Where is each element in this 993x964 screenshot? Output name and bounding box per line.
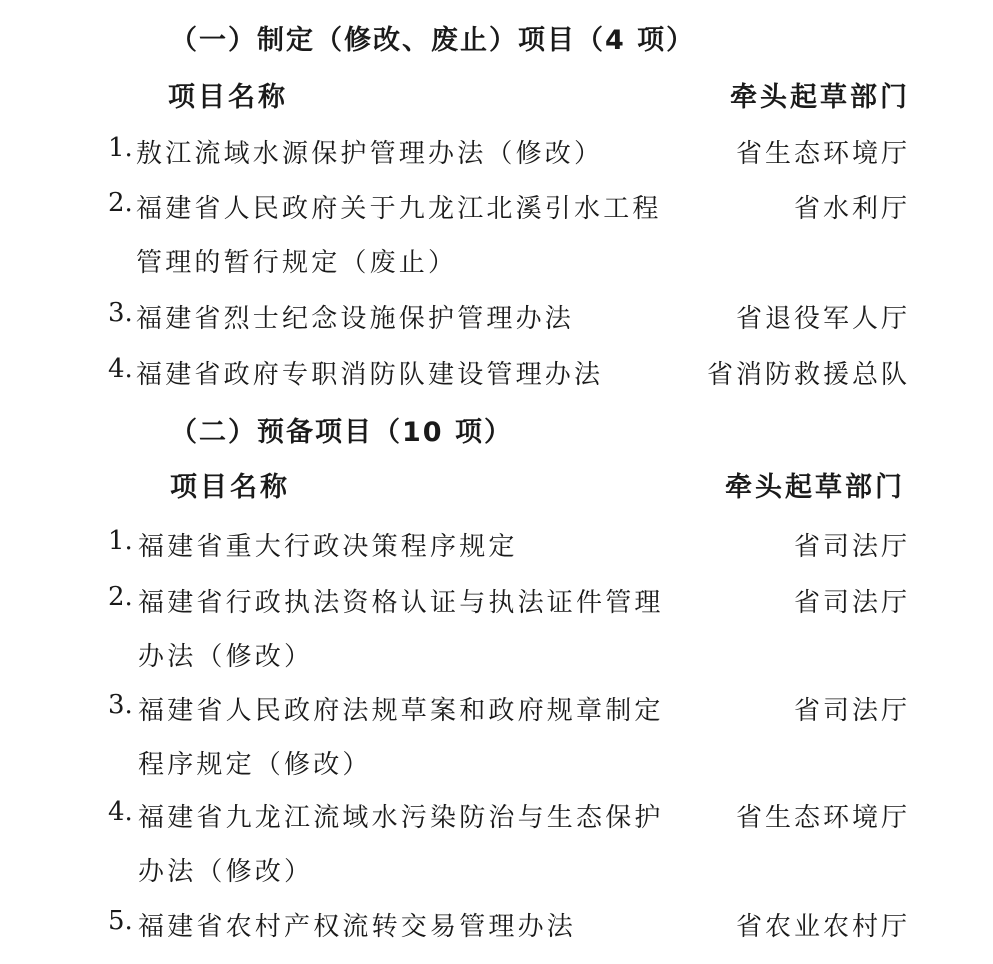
item-title-line: 福建省九龙江流域水污染防治与生态保护 [138,803,664,833]
item-number: 4. [108,797,133,827]
item-number: 5. [108,906,133,936]
item-title-line: 福建省人民政府法规草案和政府规章制定 [138,696,664,726]
section2-col-dept: 牵头起草部门 [725,472,905,503]
item-title-line: 福建省烈士纪念设施保护管理办法 [136,304,575,334]
item-title-line: 办法（修改） [138,642,314,672]
item-number: 3. [108,298,133,328]
item-department: 省生态环境厅 [735,139,910,169]
item-number: 1. [108,526,133,556]
item-department: 省消防救援总队 [706,360,910,390]
item-title-line: 福建省行政执法资格认证与执法证件管理 [138,588,664,618]
item-title-line: 福建省政府专职消防队建设管理办法 [136,360,604,390]
item-department: 省司法厅 [793,696,910,726]
item-title-line: 福建省农村产权流转交易管理办法 [138,912,577,942]
item-title-line: 程序规定（修改） [138,750,372,780]
item-title-line: 福建省重大行政决策程序规定 [138,532,518,562]
item-title-line: 敖江流域水源保护管理办法（修改） [136,139,604,169]
item-number: 1. [108,133,133,163]
item-department: 省生态环境厅 [735,803,910,833]
item-number: 3. [108,690,133,720]
item-number: 2. [108,188,133,218]
section2-heading: （二）预备项目（10 项） [170,417,513,448]
item-number: 4. [108,354,133,384]
item-department: 省农业农村厅 [735,912,910,942]
section2-col-name: 项目名称 [170,472,290,503]
item-department: 省退役军人厅 [735,304,910,334]
item-title-line: 管理的暂行规定（废止） [136,248,458,278]
item-title-line: 办法（修改） [138,857,314,887]
section1-col-dept: 牵头起草部门 [730,82,910,113]
item-department: 省司法厅 [793,588,910,618]
item-department: 省司法厅 [793,532,910,562]
section1-col-name: 项目名称 [168,82,288,113]
item-department: 省水利厅 [793,194,910,224]
section1-heading: （一）制定（修改、废止）项目（4 项） [170,25,696,56]
item-title-line: 福建省人民政府关于九龙江北溪引水工程 [136,194,662,224]
item-number: 2. [108,582,133,612]
